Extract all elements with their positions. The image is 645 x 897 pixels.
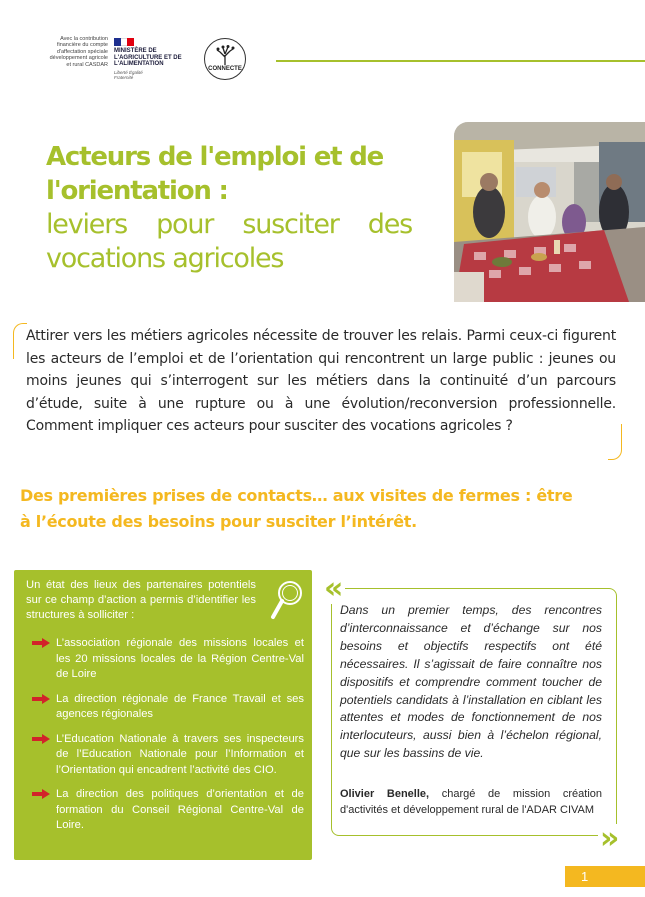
page-number: 1 [565, 866, 645, 887]
list-item [26, 636, 304, 683]
list-item-text: La direction régionale de France Travail et ses agences régionales [56, 692, 304, 720]
list-item [26, 787, 304, 834]
partners-list [26, 636, 304, 843]
section-heading: Des premières prises de contacts… aux visites de fermes : être à l’écoute des besoins pour susciter l’intérêt. [20, 486, 573, 531]
list-item-text: La direction des politiques d’orientation et de formation du Conseil Régional Centre-Val de Loire. [56, 788, 304, 831]
list-item [26, 692, 304, 723]
connecte-label: CONNECTE [208, 66, 242, 72]
title-subtitle: leviers pour susciter des vocations agricoles [46, 209, 412, 274]
arrow-right-icon [32, 638, 50, 648]
french-flag-icon [114, 38, 134, 46]
list-item-text: L’association régionale des missions locales et les 20 missions locales de la Région Centre-Val de Loire [56, 637, 304, 680]
quote-author [340, 787, 602, 818]
farm-visit-photo [454, 122, 645, 302]
funding-text: Avec la contribution financière du compte d'affectation spéciale développement agricole et rural CASDAR [49, 36, 108, 68]
ministry-name: MINISTÈRE DE L'AGRICULTURE ET DE L'ALIMENTATION [114, 48, 182, 68]
intro-paragraph: Attirer vers les métiers agricoles nécessite de trouver les relais. Parmi ceux-ci figurent les acteurs de l’emploi et de l’orientation qui rencontrent un large public : jeunes ou moins jeunes qui s’interrogent sur les métiers dans la continuité d’un parcours d’étude, suite à une rupture ou à une évolution/reconversion professionnelle. Comment impliquer ces acteurs pour susciter des vocations agricoles ? [26, 328, 616, 435]
quote-text: Dans un premier temps, des rencontres d’interconnaissance et d’échange sur nos besoins et objectifs respectifs ont été nécessaires. Il s’agissait de faire connaître nos dispositifs et comprendre comment toucher de potentiels candidats à l’installation en ciblant les attentes et modes de fonctionnement de nos interlocuteurs, aussi bien à l’échelon régional, que sur les bassins de vie. [340, 603, 602, 761]
title-main: Acteurs de l'emploi et de l'orientation : [46, 142, 384, 206]
intro-bracket-bottom-right [608, 424, 622, 460]
quote-close-icon: » [600, 821, 620, 856]
connecte-logo [204, 38, 246, 80]
arrow-right-icon [32, 789, 50, 799]
partners-intro: Un état des lieux des partenaires potentiels sur ce champ d’action a permis d’identifier les structures à solliciter : [26, 579, 256, 622]
header-logos [48, 36, 288, 86]
header-divider [276, 60, 645, 62]
author-role: chargé de mission création d'activités et développement rural de l'ADAR CIVAM [340, 788, 603, 816]
arrow-right-icon [32, 734, 50, 744]
document-title [46, 140, 412, 276]
list-item [26, 732, 304, 779]
arrow-right-icon [32, 694, 50, 704]
quote-open-icon: « [324, 571, 344, 606]
intro-bracket-top-left [13, 323, 27, 359]
partners-box [14, 570, 312, 860]
tree-icon [214, 44, 236, 66]
list-item-text: L’Education Nationale à travers ses inspecteurs de l’Education Nationale pour l’Information et l’Orientation qui encadrent l’activité des CIO. [56, 732, 304, 776]
republic-motto: Liberté Égalité Fraternité [114, 70, 143, 80]
magnifier-icon [269, 579, 305, 623]
author-name: Olivier Benelle, [340, 788, 430, 800]
